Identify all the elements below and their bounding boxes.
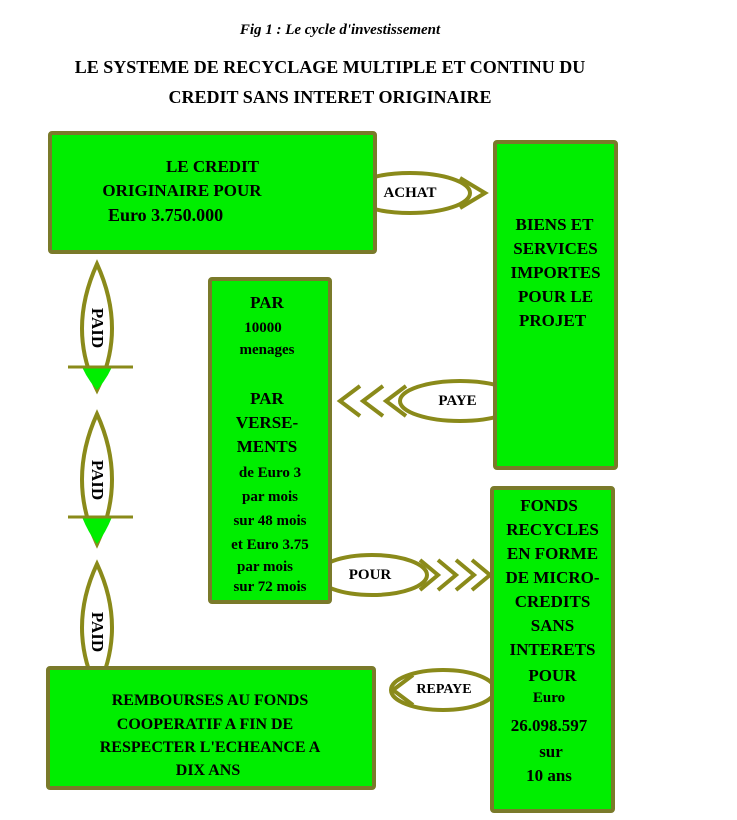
menages-line-1: PAR [250, 293, 284, 312]
menages-line-4: PAR [250, 389, 284, 408]
fonds-line-10: 26.098.597 [510, 716, 588, 735]
pour-arrowheads [420, 560, 490, 590]
biens-line-3: IMPORTES [510, 263, 601, 282]
paid-label-1: PAID [88, 307, 107, 349]
credit-line-2: ORIGINAIRE POUR [102, 181, 262, 200]
credit-line-3: Euro 3.750.000 [108, 205, 224, 225]
menages-line-8: par mois [242, 489, 298, 505]
fonds-line-6: SANS [530, 616, 575, 635]
fonds-line-3: EN FORME [506, 544, 599, 563]
paye-label: PAYE [438, 393, 477, 409]
fonds-line-9: Euro [532, 690, 566, 706]
rembourses-box [46, 666, 376, 790]
menages-line-3: menages [239, 342, 295, 358]
menages-line-10: et Euro 3.75 [231, 537, 309, 553]
biens-line-1: BIENS ET [515, 215, 594, 234]
fonds-recycles-box [490, 486, 615, 813]
menages-line-12: sur 72 mois [233, 579, 307, 595]
paye-arrowheads [340, 386, 406, 416]
fonds-line-2: RECYCLES [506, 520, 599, 539]
biens-line-4: POUR LE [517, 287, 594, 306]
fonds-line-11: sur [539, 742, 563, 761]
fonds-line-8: POUR [528, 666, 577, 685]
rembourses-line-2: COOPERATIF A FIN DE [116, 716, 294, 733]
credit-originaire-box [48, 131, 377, 254]
fonds-line-4: DE MICRO- [505, 568, 600, 587]
biens-line-2: SERVICES [513, 239, 598, 258]
figure-caption: Fig 1 : Le cycle d'investissement [239, 22, 441, 38]
menages-line-2: 10000 [244, 320, 282, 336]
menages-line-7: de Euro 3 [238, 465, 302, 481]
menages-line-11: par mois [237, 559, 293, 575]
fonds-line-1: FONDS [520, 496, 578, 515]
pour-label: POUR [348, 567, 392, 583]
figure-title-line2: CREDIT SANS INTERET ORIGINAIRE [168, 87, 492, 107]
achat-label: ACHAT [383, 185, 437, 201]
fonds-line-7: INTERETS [509, 640, 596, 659]
menages-line-5: VERSE- [235, 413, 299, 432]
rembourses-line-4: DIX ANS [175, 762, 241, 779]
menages-box [208, 277, 332, 604]
menages-line-6: MENTS [236, 437, 298, 456]
credit-line-1: LE CREDIT [165, 157, 260, 176]
fonds-line-5: CREDITS [514, 592, 591, 611]
menages-line-9: sur 48 mois [233, 513, 307, 529]
paid-label-3: PAID [88, 611, 107, 653]
paid-label-2: PAID [88, 459, 107, 501]
figure-title-line1: LE SYSTEME DE RECYCLAGE MULTIPLE ET CONTINU DU [74, 57, 586, 77]
biens-services-box [493, 140, 618, 470]
rembourses-line-3: RESPECTER L'ECHEANCE A [99, 739, 321, 756]
repaye-label: REPAYE [416, 682, 472, 697]
fonds-line-12: 10 ans [526, 766, 572, 785]
biens-line-5: PROJET [518, 311, 587, 330]
rembourses-line-1: REMBOURSES AU FONDS [111, 692, 309, 709]
